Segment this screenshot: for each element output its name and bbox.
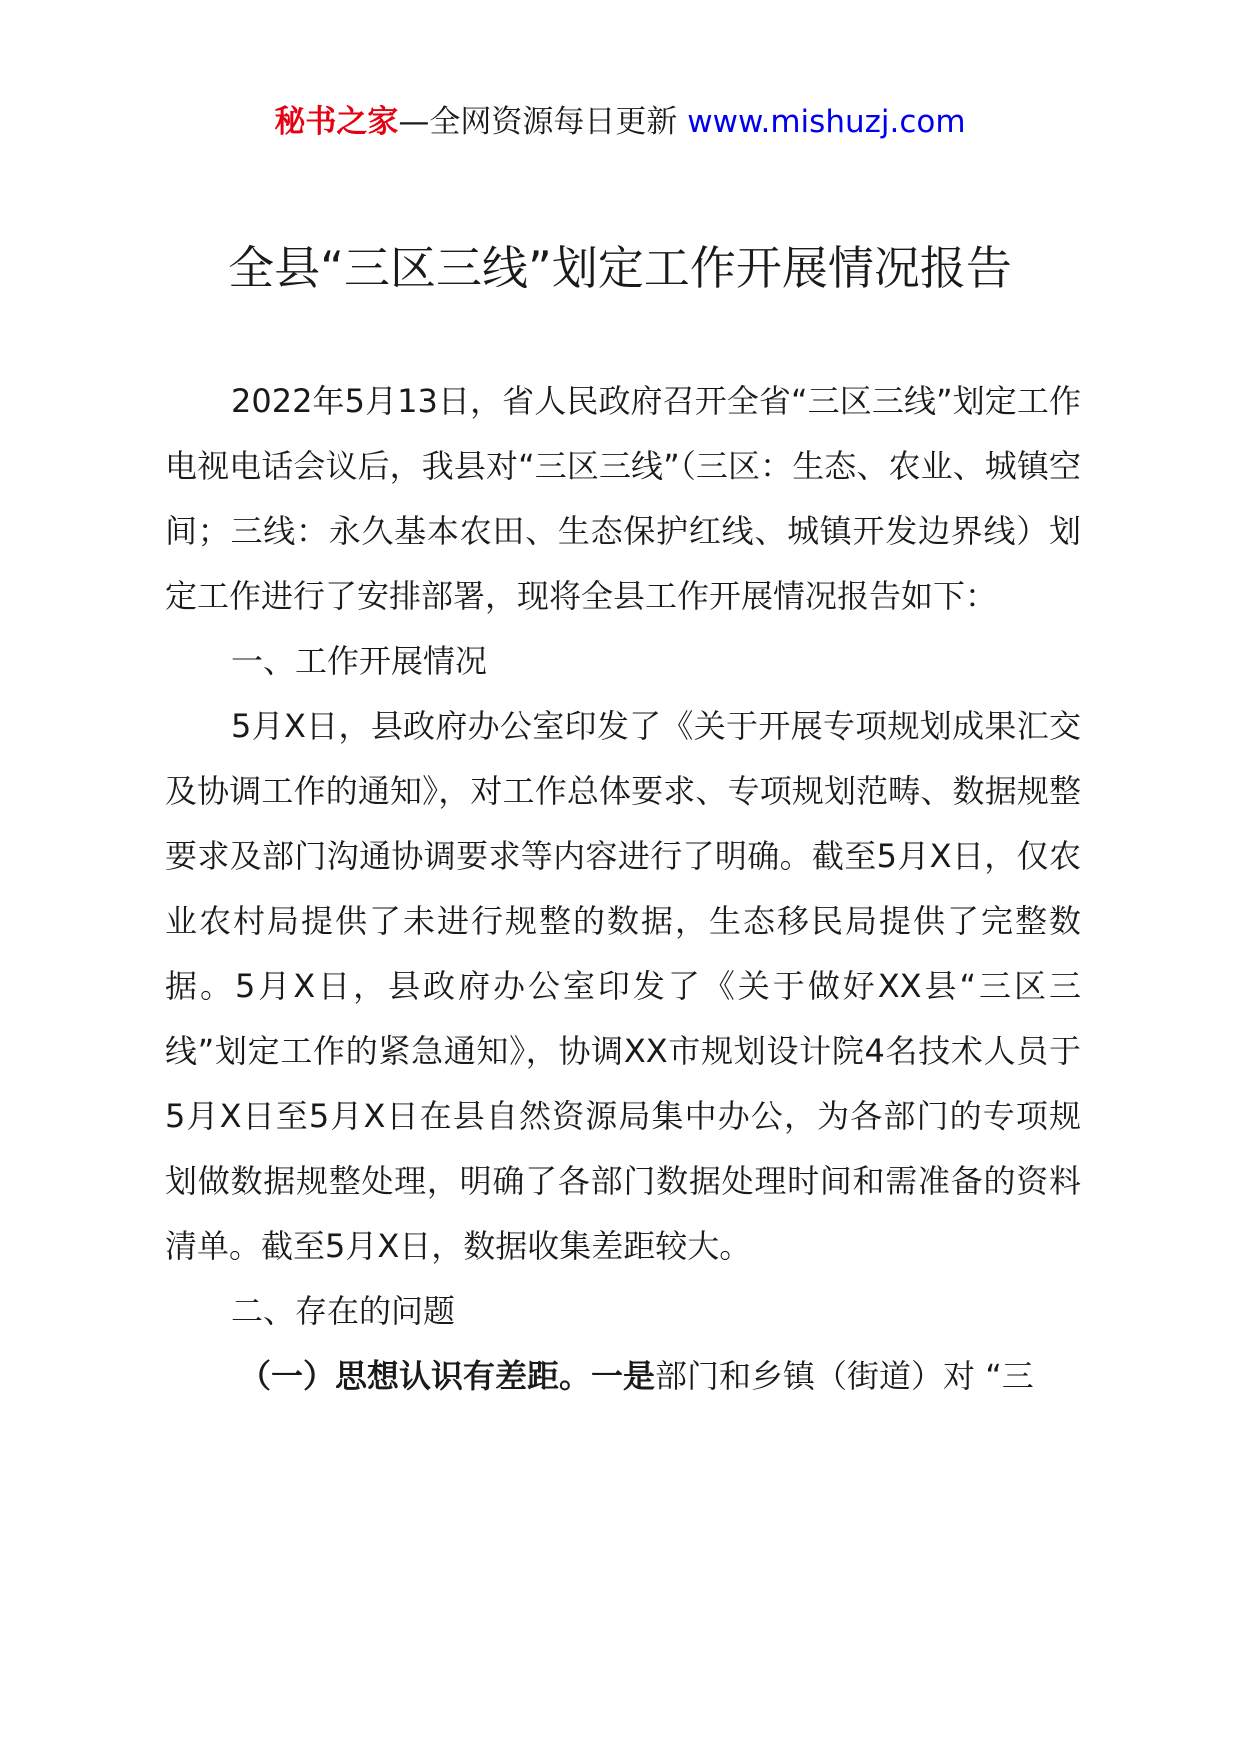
site-header xyxy=(0,100,1240,144)
site-url-link[interactable]: www.mishuzj.com xyxy=(687,104,966,140)
problem-label: （一）思想认识有差距。 xyxy=(239,1357,592,1395)
intro-paragraph: 2022年5月13日，省人民政府召开全省“三区三线”划定工作电视电话会议后，我县对“三区三线”（三区：生态、农业、城镇空间；三线：永久基本农田、生态保护红线、城镇开发边界线）划定工作进行了安排部署，现将全县工作开展情况报告如下： xyxy=(165,382,1081,615)
document-body xyxy=(165,369,1081,1409)
section-heading-2: 二、存在的问题 xyxy=(231,1292,456,1330)
problem-lead: 一是 xyxy=(591,1357,656,1395)
site-brand: 秘书之家 xyxy=(274,104,399,140)
problem-text: 部门和乡镇（街道）对 “三 xyxy=(655,1357,1034,1395)
document-title: 全县“三区三线”划定工作开展情况报告 xyxy=(228,241,1012,295)
problem-paragraph-1 xyxy=(165,1344,1081,1409)
section-heading-1: 一、工作开展情况 xyxy=(231,642,488,680)
site-tagline: —全网资源每日更新 xyxy=(398,104,688,140)
section-paragraph-1: 5月X日，县政府办公室印发了《关于开展专项规划成果汇交及协调工作的通知》，对工作总体要求、专项规划范畴、数据规整要求及部门沟通协调要求等内容进行了明确。截至5月X日，仅农业农村局提供了未进行规整的数据，生态移民局提供了完整数据。5月X日，县政府办公室印发了《关于做好XX县“三区三线”划定工作的紧急通知》，协调XX市规划设计院4名技术人员于5月X日至5月X日在县自然资源局集中办公，为各部门的专项规划做数据规整处理，明确了各部门数据处理时间和需准备的资料清单。截至5月X日，数据收集差距较大。 xyxy=(165,707,1081,1265)
